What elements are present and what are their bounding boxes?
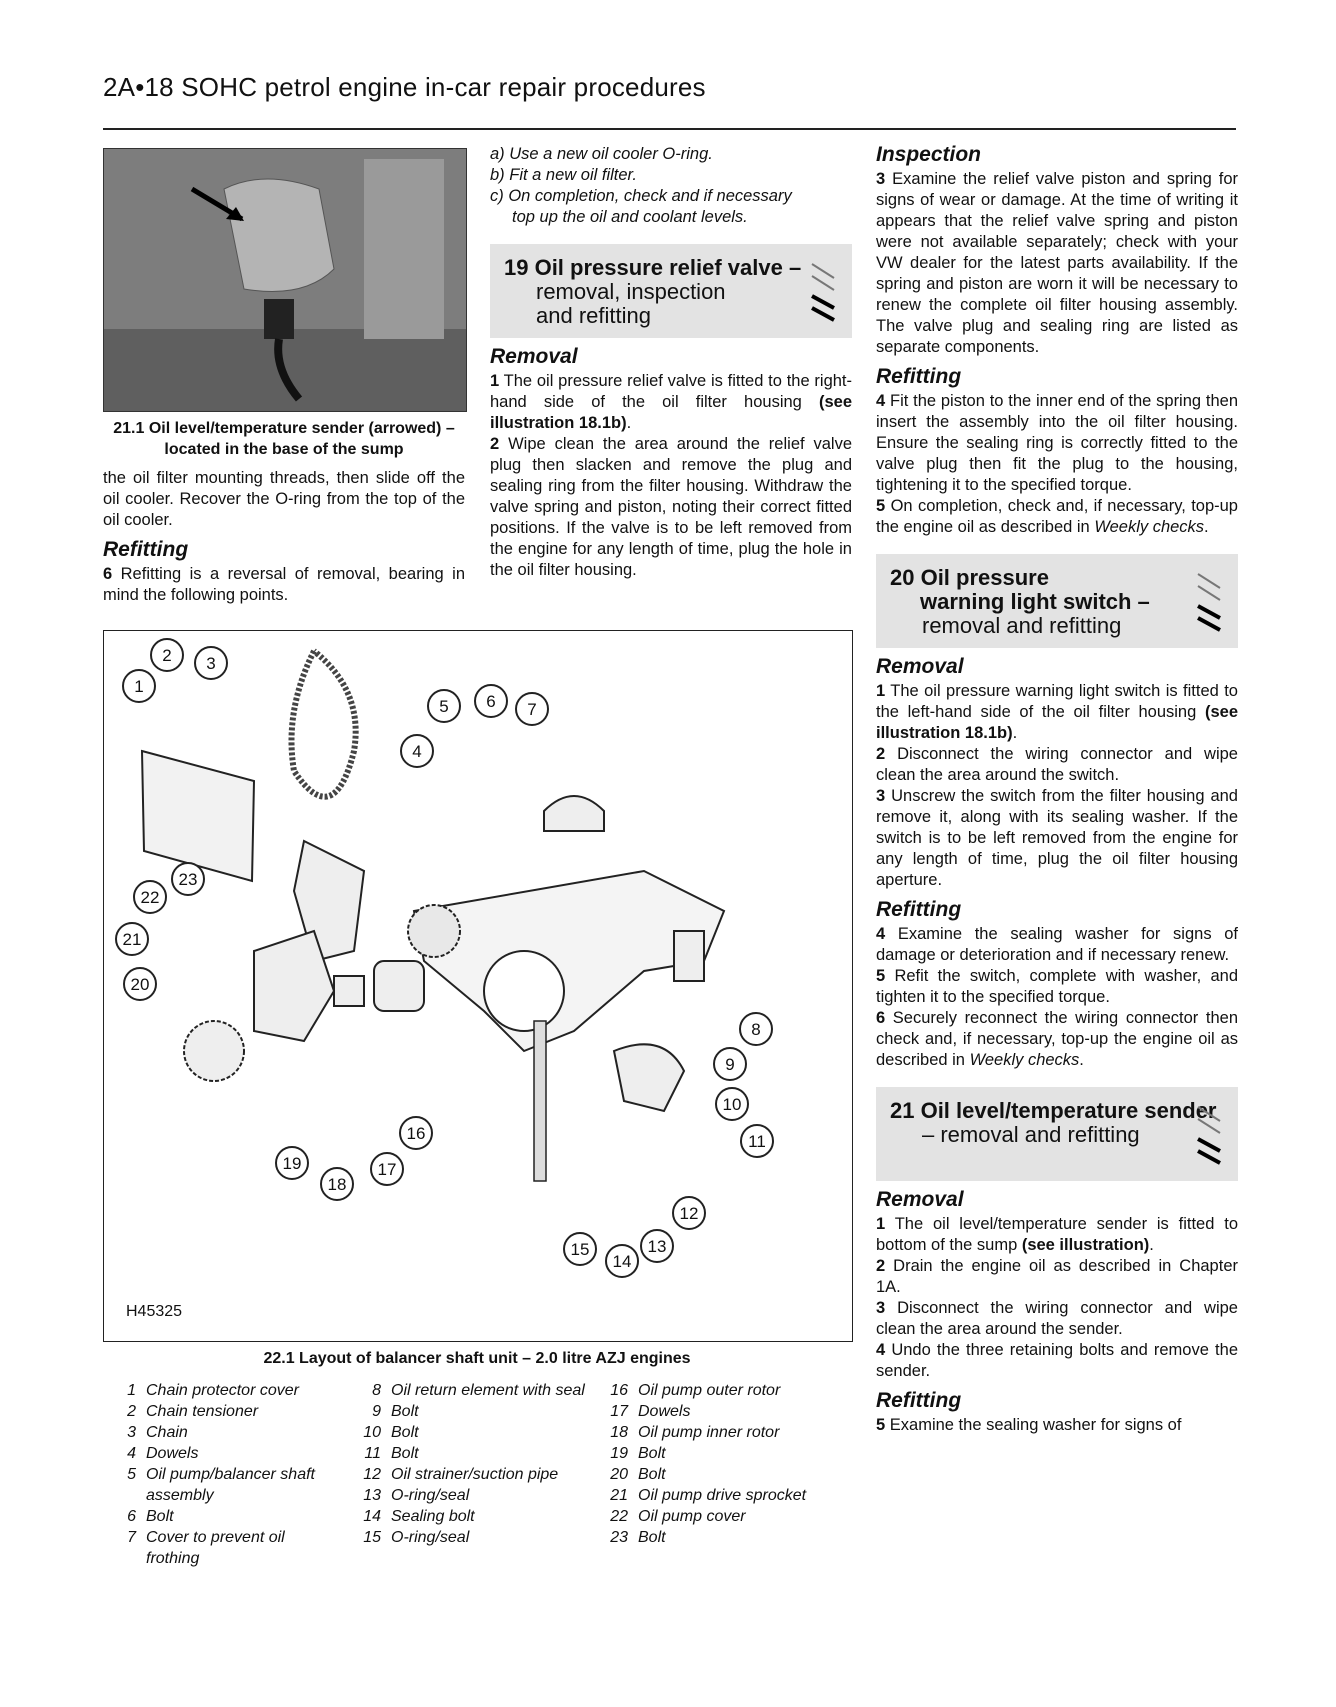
para-number: 3 <box>876 170 886 188</box>
col3-t1: 1 The oil level/temperature sender is fitted to bottom of the sump (see illustration). <box>876 1215 1238 1254</box>
key-item <box>355 1401 595 1422</box>
key-number: 3 <box>127 1424 136 1441</box>
key-label: Bolt <box>638 1466 666 1483</box>
key-number: 2 <box>127 1403 136 1420</box>
key-label: Oil pump cover <box>638 1508 746 1525</box>
section-19-sub1: removal, inspection <box>536 279 726 304</box>
para-number: 3 <box>876 787 886 805</box>
key-number: 15 <box>363 1529 381 1546</box>
callout-label: 18 <box>327 1175 347 1194</box>
callout-label: 7 <box>527 700 537 719</box>
key-item <box>110 1506 340 1527</box>
exploded-view-drawing <box>104 631 852 1341</box>
key-item <box>602 1485 852 1506</box>
key-number: 21 <box>610 1487 628 1504</box>
section-19-title: 19 Oil pressure relief valve – <box>504 255 802 280</box>
key-list-3 <box>602 1380 852 1548</box>
key-number: 6 <box>127 1508 136 1525</box>
para-number: 2 <box>876 745 886 763</box>
callout-label: 2 <box>162 646 172 665</box>
note-b: b) Fit a new oil filter. <box>490 166 638 184</box>
difficulty-wrench-icon <box>1192 568 1226 638</box>
para-text: Refit the switch, complete with washer, and tighten it to the specified torque. <box>876 967 1238 1006</box>
col3-para-5: 5 On completion, check and, if necessary, top-up the engine oil as described in Weekly checks. <box>876 497 1238 536</box>
illustration-ref: (see illustration) <box>1021 1236 1150 1254</box>
section-20-title2: warning light switch – <box>920 589 1150 614</box>
section-21-title: 21 Oil level/temperature sender <box>890 1098 1217 1123</box>
col3-para-4 <box>876 391 1238 496</box>
key-number: 22 <box>610 1508 628 1525</box>
key-label: Sealing bolt <box>391 1508 475 1525</box>
key-number: 7 <box>127 1529 136 1546</box>
photo-caption: 21.1 Oil level/temperature sender (arrowed) – located in the base of the sump <box>113 420 455 458</box>
key-number: 10 <box>363 1424 381 1441</box>
key-label: Bolt <box>638 1445 666 1462</box>
para-text: Disconnect the wiring connector and wipe clean the area around the sender. <box>876 1299 1238 1338</box>
callout-label: 10 <box>722 1095 742 1114</box>
callout-label: 1 <box>134 677 144 696</box>
callout-label: 8 <box>751 1020 761 1039</box>
para-text: The oil pressure warning light switch is fitted to the left-hand side of the oil filter housing <box>876 682 1238 721</box>
para-number: 3 <box>876 1299 886 1317</box>
callout-label: 22 <box>140 888 160 907</box>
col3-s1: 1 The oil pressure warning light switch is fitted to the left-hand side of the oil filter housing (see illustration 18.1b). <box>876 682 1238 742</box>
col3-s4 <box>876 924 1238 966</box>
section-20-sub: removal and refitting <box>922 613 1122 638</box>
section-21-box <box>876 1087 1238 1181</box>
chain-part <box>292 651 356 797</box>
para-number: 1 <box>490 372 500 390</box>
section-19-box <box>490 244 852 338</box>
col3-t2 <box>876 1256 1238 1298</box>
key-item <box>355 1422 595 1443</box>
key-item <box>110 1464 340 1506</box>
key-label: Oil pump/balancer shaft assembly <box>146 1466 315 1504</box>
para-text: Fit the piston to the inner end of the spring then insert the assembly into the oil filter housing. Ensure the sealing ring is correctly fitted to the valve plug then fit the plug to the housing, tightening it to the specified torque. <box>876 392 1238 494</box>
key-item <box>355 1506 595 1527</box>
para-text: Disconnect the wiring connector and wipe clean the area around the switch. <box>876 745 1238 784</box>
key-item <box>602 1527 852 1548</box>
callout-label: 21 <box>122 930 142 949</box>
para-number: 4 <box>876 1341 886 1359</box>
key-item <box>355 1485 595 1506</box>
key-item <box>110 1422 340 1443</box>
key-number: 5 <box>127 1466 136 1483</box>
callout-label: 3 <box>206 654 216 673</box>
col3-t5 <box>876 1415 1238 1436</box>
callout-label: 9 <box>725 1055 735 1074</box>
key-item <box>602 1422 852 1443</box>
key-label: O-ring/seal <box>391 1529 470 1546</box>
para-text: Refitting is a reversal of removal, bearing in mind the following points. <box>103 565 465 604</box>
key-label: O-ring/seal <box>391 1487 470 1504</box>
key-number: 9 <box>372 1403 381 1420</box>
callout-label: 15 <box>570 1240 590 1259</box>
para-text: The oil level/temperature sender is fitted to bottom of the sump <box>876 1215 1238 1254</box>
heading-removal: Removal <box>876 1188 964 1211</box>
heading-inspection: Inspection <box>876 143 982 166</box>
key-item <box>110 1380 340 1401</box>
section-21-sub: – removal and refitting <box>922 1122 1140 1147</box>
callout-label: 14 <box>612 1252 632 1271</box>
callout-label: 17 <box>377 1160 397 1179</box>
col1-para-1: the oil filter mounting threads, then slide off the oil cooler. Recover the O-ring from the top of the oil cooler. <box>103 469 465 529</box>
callout-label: 12 <box>679 1204 699 1223</box>
weekly-checks-ref: Weekly checks <box>969 1051 1080 1069</box>
section-20-box <box>876 554 1238 648</box>
key-number: 8 <box>372 1382 381 1399</box>
para-text: On completion, check and, if necessary, top-up the engine oil as described in <box>876 497 1238 536</box>
para-number: 4 <box>876 925 886 943</box>
callout-label: 5 <box>439 697 449 716</box>
col2-para-1: 1 The oil pressure relief valve is fitted to the right-hand side of the oil filter housing (see illustration 18.1b). <box>490 372 852 432</box>
col3-s2 <box>876 744 1238 786</box>
column-3 <box>876 144 1238 1436</box>
illustration-ref: (see illustration 18.1b) <box>490 393 852 432</box>
para-number: 5 <box>876 967 886 985</box>
key-label: Dowels <box>146 1445 199 1462</box>
key-number: 1 <box>127 1382 136 1399</box>
para-text: Examine the sealing washer for signs of damage or deterioration and if necessary renew. <box>876 925 1238 964</box>
key-item <box>355 1464 595 1485</box>
para-number: 1 <box>876 1215 886 1233</box>
key-item <box>110 1527 340 1569</box>
para-number: 5 <box>876 497 886 515</box>
key-label: Oil pump outer rotor <box>638 1382 781 1399</box>
key-item <box>355 1380 595 1401</box>
col3-t3 <box>876 1298 1238 1340</box>
note-a: a) Use a new oil cooler O-ring. <box>490 145 713 163</box>
key-number: 4 <box>127 1445 136 1462</box>
heading-refitting: Refitting <box>876 898 962 921</box>
para-number: 5 <box>876 1416 886 1434</box>
illustration-ref: (see illustration 18.1b) <box>876 703 1238 742</box>
key-label: Cover to prevent oil frothing <box>146 1529 285 1567</box>
key-item <box>355 1527 595 1548</box>
heading-refitting: Refitting <box>876 1389 962 1412</box>
key-item <box>602 1506 852 1527</box>
heading-removal: Removal <box>490 345 578 368</box>
key-list-1 <box>110 1380 340 1569</box>
para-text: Wipe clean the area around the relief valve plug then slacken and remove the plug and sealing ring from the filter housing. Withdraw the valve spring and piston, noting their correct fitted positions. If the valve is to be left removed from the engine for any length of time, plug the hole in the oil filter housing. <box>490 435 852 579</box>
key-number: 11 <box>364 1445 381 1462</box>
key-label: Oil pump inner rotor <box>638 1424 780 1441</box>
key-label: Oil return element with seal <box>391 1382 585 1399</box>
key-number: 16 <box>610 1382 628 1399</box>
para-text: Undo the three retaining bolts and remove the sender. <box>876 1341 1238 1380</box>
key-item <box>602 1401 852 1422</box>
col3-s3 <box>876 786 1238 891</box>
key-number: 17 <box>610 1403 628 1420</box>
heading-refitting: Refitting <box>103 538 189 561</box>
balancer-shaft-diagram <box>103 630 853 1342</box>
key-number: 14 <box>363 1508 381 1525</box>
weekly-checks-ref: Weekly checks <box>1094 518 1205 536</box>
col2-para-2 <box>490 434 852 581</box>
callout-label: 11 <box>748 1132 766 1151</box>
heading-removal: Removal <box>876 655 964 678</box>
callout-label: 19 <box>282 1154 302 1173</box>
callout-label: 23 <box>178 870 198 889</box>
froth-cover-part <box>544 796 604 831</box>
col3-s5 <box>876 966 1238 1008</box>
key-label: Bolt <box>391 1424 419 1441</box>
key-number: 12 <box>363 1466 381 1483</box>
key-label: Chain protector cover <box>146 1382 299 1399</box>
para-text: Drain the engine oil as described in Chapter 1A. <box>876 1257 1238 1296</box>
refitting-notes <box>490 144 852 228</box>
key-item <box>110 1443 340 1464</box>
header-rule <box>103 128 1236 130</box>
para-number: 2 <box>876 1257 886 1275</box>
col3-t4 <box>876 1340 1238 1382</box>
col3-para-3 <box>876 169 1238 358</box>
section-19-sub2: and refitting <box>536 303 651 328</box>
col1-para-2 <box>103 564 465 606</box>
para-number: 6 <box>876 1009 886 1027</box>
para-number: 2 <box>490 435 500 453</box>
para-number: 1 <box>876 682 886 700</box>
para-text: Securely reconnect the wiring connector then check and, if necessary, top-up the engine oil as described in <box>876 1009 1238 1069</box>
callout-label: 4 <box>412 742 422 761</box>
callout-label: 20 <box>130 975 150 994</box>
heading-refitting: Refitting <box>876 365 962 388</box>
callout-label: 13 <box>647 1237 667 1256</box>
key-label: Oil pump drive sprocket <box>638 1487 807 1504</box>
key-label: Chain tensioner <box>146 1403 259 1420</box>
note-c: c) On completion, check and if necessary <box>490 187 792 205</box>
key-item <box>602 1464 852 1485</box>
key-item <box>602 1443 852 1464</box>
key-number: 20 <box>610 1466 628 1483</box>
key-label: Bolt <box>391 1403 419 1420</box>
key-label: Oil strainer/suction pipe <box>391 1466 559 1483</box>
column-1 <box>103 148 465 606</box>
note-c-cont: top up the oil and coolant levels. <box>512 208 748 226</box>
figure-code: H45325 <box>126 1303 183 1320</box>
key-label: Bolt <box>146 1508 174 1525</box>
chain-cover-part <box>142 751 254 881</box>
column-2 <box>490 144 852 581</box>
key-item <box>602 1380 852 1401</box>
key-number: 19 <box>610 1445 628 1462</box>
key-item <box>110 1401 340 1422</box>
key-number: 23 <box>610 1529 628 1546</box>
diagram-caption: 22.1 Layout of balancer shaft unit – 2.0 litre AZJ engines <box>263 1350 691 1367</box>
para-text: Unscrew the switch from the filter housing and remove it, along with its sealing washer. If the switch is to be left removed from the engine for any length of time, plug the oil filter housing aperture. <box>876 787 1238 889</box>
para-number: 6 <box>103 565 113 583</box>
para-number: 4 <box>876 392 886 410</box>
section-20-title: 20 Oil pressure <box>890 565 1049 590</box>
key-number: 18 <box>610 1424 628 1441</box>
para-text: Examine the relief valve piston and spring for signs of wear or damage. At the time of writing it appears that the relief valve spring and piston were not available separately; check with your VW dealer for the latest parts availability. If the spring and piston are worn it will be necessary to renew the complete oil filter housing assembly. The valve plug and sealing ring are listed as separate components. <box>876 170 1238 356</box>
page-title: 2A•18 SOHC petrol engine in-car repair procedures <box>103 72 706 102</box>
key-item <box>355 1443 595 1464</box>
para-text: Examine the sealing washer for signs of <box>889 1416 1182 1434</box>
key-number: 13 <box>363 1487 381 1504</box>
sump-photo-illustration <box>104 149 466 411</box>
key-label: Dowels <box>638 1403 691 1420</box>
key-label: Bolt <box>391 1445 419 1462</box>
engine-photo <box>103 148 467 412</box>
key-label: Bolt <box>638 1529 666 1546</box>
callout-label: 16 <box>406 1124 426 1143</box>
col3-s6: 6 Securely reconnect the wiring connector then check and, if necessary, top-up the engine oil as described in Weekly checks. <box>876 1009 1238 1069</box>
para-text: The oil pressure relief valve is fitted to the right-hand side of the oil filter housing <box>490 372 852 411</box>
callout-label: 6 <box>486 692 496 711</box>
key-list-2 <box>355 1380 595 1548</box>
difficulty-wrench-icon <box>1192 1101 1226 1171</box>
difficulty-wrench-icon <box>806 258 840 328</box>
key-label: Chain <box>146 1424 188 1441</box>
